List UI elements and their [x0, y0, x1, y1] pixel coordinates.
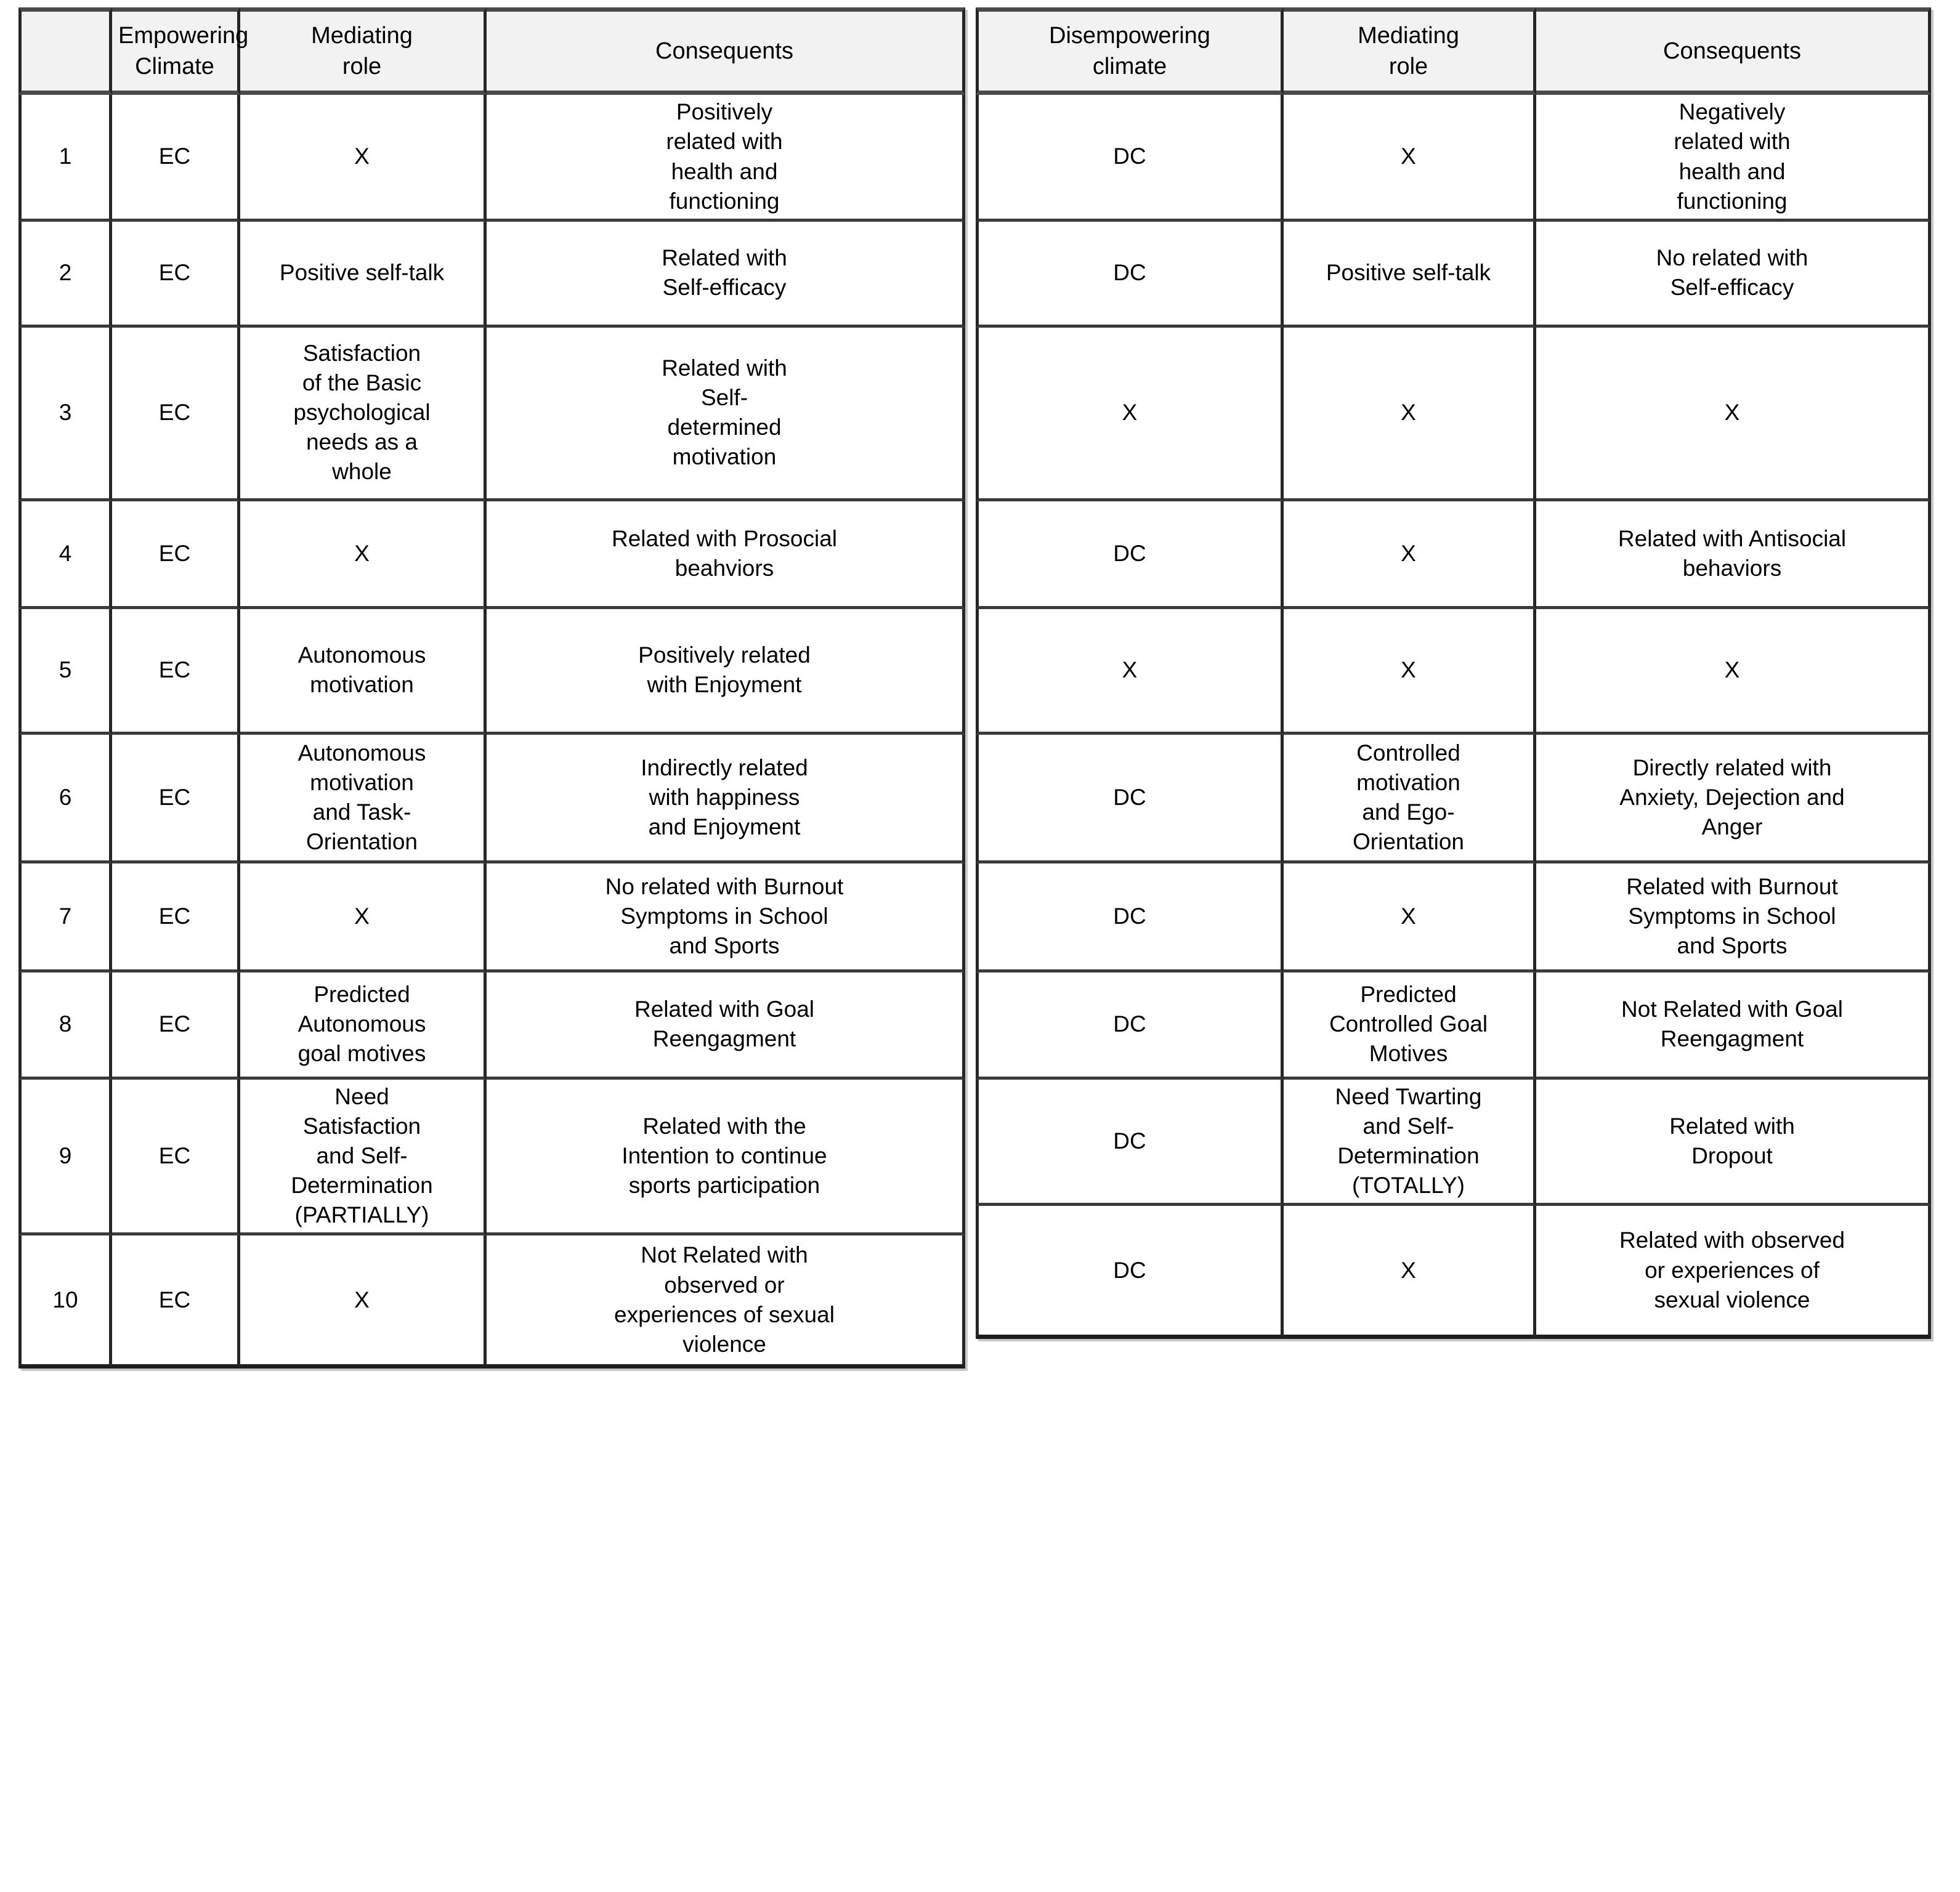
row-number-cell: 4: [18, 501, 112, 609]
left-header-mediating-role: Mediating role: [240, 7, 487, 95]
consequents-cell: Related with the Intention to continue sports participation: [487, 1080, 965, 1235]
empowering-climate-table: [18, 7, 965, 1368]
disempowering-climate-cell: X: [976, 609, 1284, 735]
right-header-climate: Disempowering climate: [976, 7, 1284, 95]
mediating-role-cell: X: [1284, 863, 1536, 972]
consequents-cell: Positively related with health and functioning: [487, 95, 965, 221]
mediating-role-cell: Need Satisfaction and Self- Determination (PARTIALLY): [240, 1080, 487, 1235]
disempowering-climate-cell: DC: [976, 735, 1284, 863]
consequents-cell: Related with Self- determined motivation: [487, 328, 965, 501]
mediating-role-cell: X: [1284, 328, 1536, 501]
consequents-cell: Related with Dropout: [1536, 1080, 1931, 1206]
table-row: [976, 501, 1931, 609]
row-number-cell: 9: [18, 1080, 112, 1235]
table-row: [18, 95, 965, 221]
mediating-role-cell: Autonomous motivation and Task- Orientation: [240, 735, 487, 863]
consequents-cell: Negatively related with health and functioning: [1536, 95, 1931, 221]
disempowering-climate-cell: DC: [976, 863, 1284, 972]
consequents-cell: No related with Burnout Symptoms in School and Sports: [487, 863, 965, 972]
empowering-climate-cell: EC: [112, 501, 240, 609]
mediating-role-cell: Autonomous motivation: [240, 609, 487, 735]
mediating-role-cell: X: [240, 95, 487, 221]
consequents-cell: Related with Antisocial behaviors: [1536, 501, 1931, 609]
mediating-role-cell: X: [1284, 609, 1536, 735]
left-header-consequents: Consequents: [487, 7, 965, 95]
disempowering-climate-cell: DC: [976, 501, 1284, 609]
empowering-climate-cell: EC: [112, 222, 240, 328]
right-table-body: [976, 95, 1931, 1339]
table-row: [976, 1206, 1931, 1339]
mediating-role-cell: X: [240, 863, 487, 972]
table-row: [976, 222, 1931, 328]
mediating-role-cell: Predicted Autonomous goal motives: [240, 972, 487, 1080]
row-number-cell: 5: [18, 609, 112, 735]
mediating-role-cell: X: [1284, 95, 1536, 221]
table-row: [18, 735, 965, 863]
mediating-role-cell: X: [1284, 501, 1536, 609]
mediating-role-cell: X: [1284, 1206, 1536, 1339]
table-row: [976, 735, 1931, 863]
left-header-climate: Empowering Climate: [112, 7, 240, 95]
consequents-cell: Related with observed or experiences of sexual violence: [1536, 1206, 1931, 1339]
disempowering-climate-table: [976, 7, 1931, 1339]
disempowering-climate-cell: X: [976, 328, 1284, 501]
mediating-role-cell: Positive self-talk: [1284, 222, 1536, 328]
disempowering-climate-cell: DC: [976, 972, 1284, 1080]
row-number-cell: 6: [18, 735, 112, 863]
table-row: [18, 1235, 965, 1368]
left-table-body: [18, 95, 965, 1368]
table-row: [18, 222, 965, 328]
row-number-cell: 2: [18, 222, 112, 328]
consequents-cell: Not Related with Goal Reengagment: [1536, 972, 1931, 1080]
disempowering-climate-cell: DC: [976, 1206, 1284, 1339]
empowering-climate-cell: EC: [112, 609, 240, 735]
disempowering-climate-cell: DC: [976, 222, 1284, 328]
table-row: [976, 1080, 1931, 1206]
table-row: [18, 501, 965, 609]
table-row: [976, 609, 1931, 735]
consequents-cell: Indirectly related with happiness and Enjoyment: [487, 735, 965, 863]
consequents-cell: Related with Self-efficacy: [487, 222, 965, 328]
mediating-role-cell: Controlled motivation and Ego- Orientation: [1284, 735, 1536, 863]
consequents-cell: Positively related with Enjoyment: [487, 609, 965, 735]
table-row: [976, 328, 1931, 501]
consequents-cell: No related with Self-efficacy: [1536, 222, 1931, 328]
disempowering-climate-cell: DC: [976, 1080, 1284, 1206]
empowering-climate-cell: EC: [112, 735, 240, 863]
mediating-role-cell: Predicted Controlled Goal Motives: [1284, 972, 1536, 1080]
row-number-cell: 10: [18, 1235, 112, 1368]
left-header-rownumber: [18, 7, 112, 95]
consequents-cell: X: [1536, 609, 1931, 735]
empowering-climate-cell: EC: [112, 1235, 240, 1368]
table-row: [976, 972, 1931, 1080]
row-number-cell: 7: [18, 863, 112, 972]
disempowering-climate-cell: DC: [976, 95, 1284, 221]
consequents-cell: Not Related with observed or experiences of sexual violence: [487, 1235, 965, 1368]
table-row: [18, 863, 965, 972]
right-table-head: [976, 7, 1931, 95]
empowering-climate-cell: EC: [112, 95, 240, 221]
row-number-cell: 3: [18, 328, 112, 501]
empowering-climate-cell: EC: [112, 1080, 240, 1235]
mediating-role-cell: Positive self-talk: [240, 222, 487, 328]
mediating-role-cell: X: [240, 501, 487, 609]
table-row: [18, 972, 965, 1080]
table-row: [18, 328, 965, 501]
consequents-cell: Related with Goal Reengagment: [487, 972, 965, 1080]
empowering-climate-cell: EC: [112, 972, 240, 1080]
consequents-cell: Directly related with Anxiety, Dejection and Anger: [1536, 735, 1931, 863]
row-number-cell: 8: [18, 972, 112, 1080]
table-row: [18, 609, 965, 735]
consequents-cell: X: [1536, 328, 1931, 501]
table-row: [18, 1080, 965, 1235]
mediating-role-cell: Need Twarting and Self- Determination (TOTALLY): [1284, 1080, 1536, 1206]
row-number-cell: 1: [18, 95, 112, 221]
consequents-cell: Related with Prosocial beahviors: [487, 501, 965, 609]
mediating-role-cell: X: [240, 1235, 487, 1368]
mediating-role-cell: Satisfaction of the Basic psychological needs as a whole: [240, 328, 487, 501]
right-header-mediating-role: Mediating role: [1284, 7, 1536, 95]
empowering-climate-cell: EC: [112, 328, 240, 501]
left-table-head: [18, 7, 965, 95]
left-header-row: [18, 7, 965, 95]
table-row: [976, 95, 1931, 221]
consequents-cell: Related with Burnout Symptoms in School and Sports: [1536, 863, 1931, 972]
tables-container: [18, 7, 1942, 1368]
right-header-consequents: Consequents: [1536, 7, 1931, 95]
right-header-row: [976, 7, 1931, 95]
empowering-climate-cell: EC: [112, 863, 240, 972]
table-row: [976, 863, 1931, 972]
